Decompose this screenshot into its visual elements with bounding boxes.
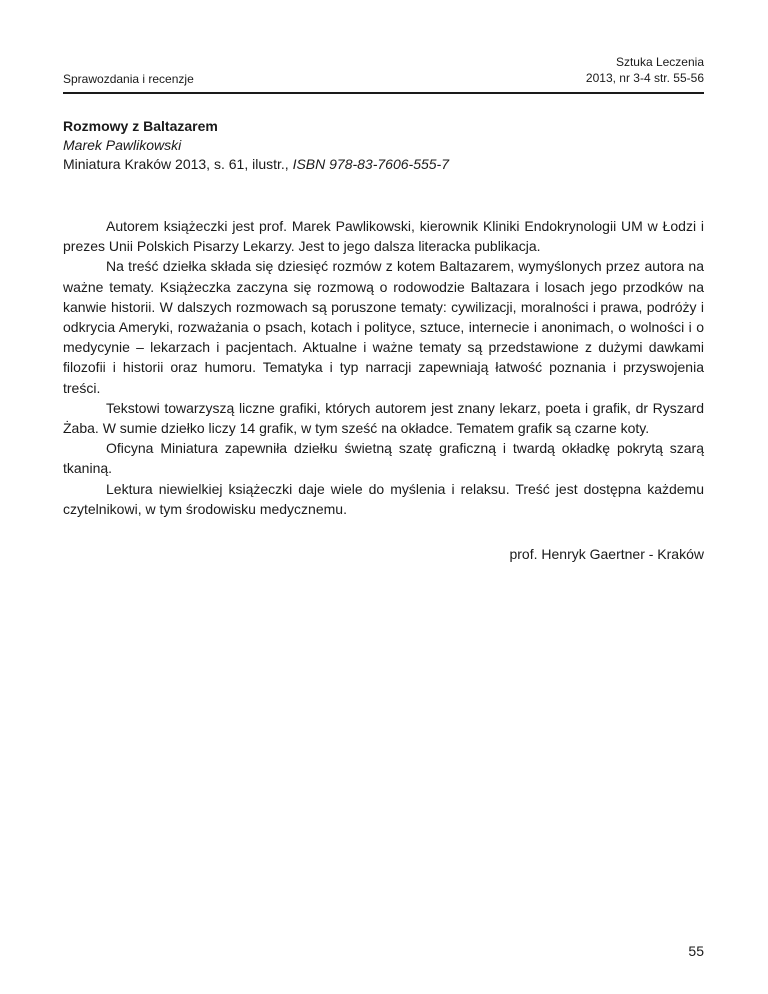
publication-details: Miniatura Kraków 2013, s. 61, ilustr.,	[63, 156, 293, 172]
paragraph: Oficyna Miniatura zapewniła dziełku świetną szatę graficzną i twardą okładkę pokrytą szarą tkaniną.	[63, 440, 704, 477]
paragraph: Lektura niewielkiej książeczki daje wiele do myślenia i relaksu. Treść jest dostępna każdemu czytelnikowi, w tym środowisku medycznemu.	[63, 480, 704, 517]
journal-name: Sztuka Leczenia	[615, 55, 704, 69]
reviewer-signature: prof. Henryk Gaertner - Kraków	[509, 546, 704, 562]
book-title: Rozmowy z Baltazarem	[63, 118, 218, 134]
book-author: Marek Pawlikowski	[63, 137, 182, 153]
book-info	[63, 117, 704, 174]
review-body	[63, 216, 704, 519]
running-header	[63, 46, 704, 94]
paragraph: Tekstowi towarzyszą liczne grafiki, których autorem jest znany lekarz, poeta i grafik, dr Ryszard Żaba. W sumie dziełko liczy 14 grafik, w tym sześć na okładce. Tematem grafik są czarne koty.	[63, 399, 704, 437]
page-number: 55	[688, 943, 704, 959]
journal-citation	[586, 54, 704, 86]
book-publication	[63, 155, 704, 174]
page	[63, 0, 704, 994]
journal-issue: 2013, nr 3-4 str. 55-56	[585, 71, 704, 85]
section-label: Sprawozdania i recenzje	[63, 72, 194, 86]
paragraph: Na treść dziełka składa się dziesięć rozmów z kotem Baltazarem, wymyślonych przez autora na ważne tematy. Książeczka zaczyna się rozmową o rodowodzie Baltazara i losach jego przodków na kanwie historii. W dalszych rozmowach są poruszone tematy: cywilizacji, moralności i prawa, podróży i odkrycia Ameryki, rozważania o psach, kotach i polityce, sztuce, internecie i anonimach, o wolności i o medycynie – lekarzach i pacjentach. Aktualne i ważne tematy są przedstawione z dużymi dawkami filozofii i historii oraz humoru. Tematyka i typ narracji zapewniają łatwość poznania i przyswojenia treści.	[63, 258, 704, 396]
paragraph: Autorem książeczki jest prof. Marek Pawlikowski, kierownik Kliniki Endokrynologii UM w Łodzi i prezes Unii Polskich Pisarzy Lekarzy. Jest to jego dalsza literacka publikacja.	[63, 218, 704, 255]
isbn: ISBN 978-83-7606-555-7	[292, 156, 449, 172]
